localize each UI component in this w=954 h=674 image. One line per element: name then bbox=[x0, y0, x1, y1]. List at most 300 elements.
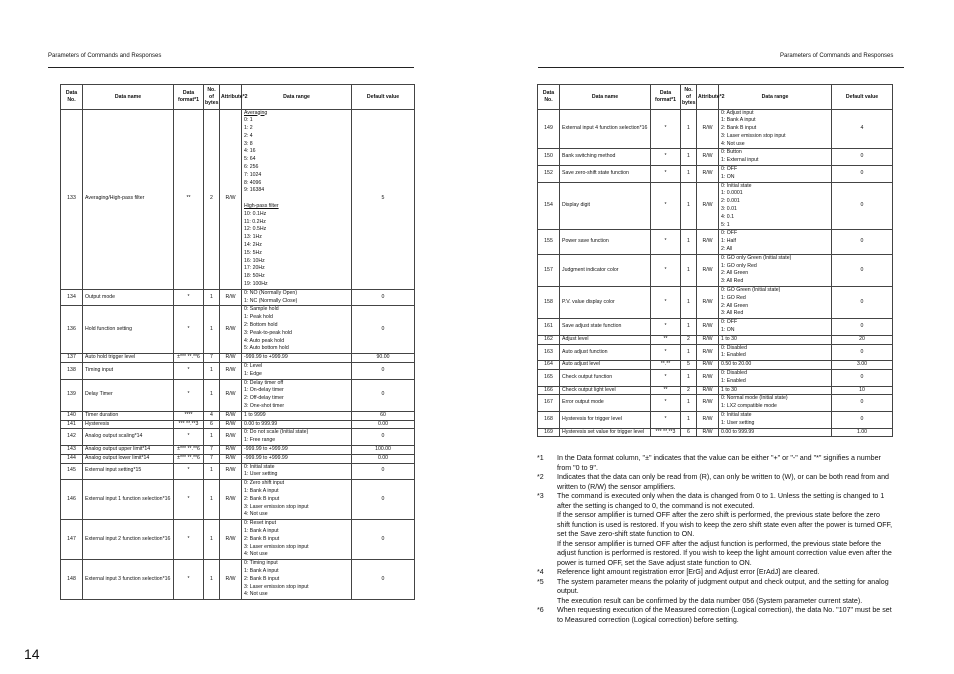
bytes-cell: 1 bbox=[204, 379, 220, 411]
data-name-cell: External input 1 function selection*16 bbox=[83, 480, 174, 520]
bytes-cell: 6 bbox=[204, 420, 220, 429]
col-data-name: Data name bbox=[83, 85, 174, 110]
data-no-cell: 136 bbox=[61, 306, 83, 354]
data-format-cell: ±*** **.**6 bbox=[174, 454, 204, 463]
table-row bbox=[538, 370, 893, 387]
table-row bbox=[538, 149, 893, 166]
range-line: 1: Peak hold bbox=[244, 314, 273, 321]
data-no-cell: 164 bbox=[538, 361, 560, 370]
data-range-cell bbox=[719, 411, 832, 428]
range-line: 1: Edge bbox=[244, 370, 262, 377]
bytes-cell: 1 bbox=[681, 344, 697, 361]
footnote-continuation: The execution result can be confirmed by the data number 056 (System parameter current state). bbox=[557, 596, 863, 605]
col-data-range: Data range bbox=[719, 85, 832, 110]
data-range-cell bbox=[242, 289, 352, 306]
attribute-cell: R/W bbox=[697, 411, 719, 428]
attribute-cell: R/W bbox=[220, 480, 242, 520]
bytes-cell: 1 bbox=[204, 463, 220, 480]
default-value-cell: 0 bbox=[832, 230, 893, 254]
footnote-marker: *5 bbox=[537, 577, 544, 586]
data-range-cell bbox=[242, 411, 352, 420]
col-data-range: Data range bbox=[242, 85, 352, 110]
range-line: 1 to 9999 bbox=[244, 411, 266, 418]
range-line: 5: 64 bbox=[244, 156, 256, 163]
footnotes bbox=[537, 454, 893, 625]
range-line: 0: Sample hold bbox=[244, 306, 279, 313]
parameter-table-right bbox=[537, 84, 893, 437]
default-value-cell: 0 bbox=[352, 289, 415, 306]
range-line: 0: GO Green (Initial state) bbox=[721, 287, 781, 294]
bytes-cell: 1 bbox=[681, 182, 697, 230]
default-value-cell: 0 bbox=[832, 411, 893, 428]
data-format-cell: * bbox=[174, 379, 204, 411]
bytes-cell: 1 bbox=[681, 230, 697, 254]
default-value-cell: 100.00 bbox=[352, 445, 415, 454]
bytes-cell: 2 bbox=[681, 335, 697, 344]
range-line: 3: 0.01 bbox=[721, 206, 737, 213]
attribute-cell: R/W bbox=[220, 109, 242, 289]
footnote bbox=[537, 473, 893, 492]
table-row bbox=[61, 463, 415, 480]
range-line: -999.99 to +999.99 bbox=[244, 354, 288, 361]
range-line: 19: 100Hz bbox=[244, 281, 268, 288]
table-row bbox=[538, 344, 893, 361]
data-name-cell: Timing input bbox=[83, 363, 174, 380]
data-name-cell: Check output light level bbox=[560, 386, 651, 395]
range-line: 0: OFF bbox=[721, 319, 738, 326]
data-no-cell: 137 bbox=[61, 354, 83, 363]
data-name-cell: Save zero-shift state function bbox=[560, 166, 651, 183]
range-line: 13: 1Hz bbox=[244, 234, 262, 241]
data-no-cell: 144 bbox=[61, 454, 83, 463]
data-name-cell: Timer duration bbox=[83, 411, 174, 420]
range-line: 1: On-delay timer bbox=[244, 387, 284, 394]
footnote-marker: *3 bbox=[537, 492, 544, 500]
data-no-cell: 138 bbox=[61, 363, 83, 380]
data-range-cell bbox=[719, 230, 832, 254]
range-line: 0: Reset input bbox=[244, 520, 277, 527]
data-range-cell bbox=[242, 306, 352, 354]
range-line: 0: Initial state bbox=[721, 411, 752, 418]
data-no-cell: 149 bbox=[538, 109, 560, 149]
range-line: 3: Peak-to-peak hold bbox=[244, 329, 292, 336]
attribute-cell: R/W bbox=[697, 335, 719, 344]
data-format-cell: *** **.**3 bbox=[174, 420, 204, 429]
range-line: 0: NO (Normally Open) bbox=[244, 289, 298, 296]
range-line: 4: 16 bbox=[244, 148, 256, 155]
attribute-cell: R/W bbox=[697, 428, 719, 437]
bytes-cell: 7 bbox=[204, 454, 220, 463]
attribute-cell: R/W bbox=[697, 370, 719, 387]
range-line: 11: 0.2Hz bbox=[244, 218, 266, 225]
bytes-cell: 1 bbox=[681, 287, 697, 319]
bytes-cell: 1 bbox=[681, 395, 697, 412]
data-range-cell bbox=[719, 386, 832, 395]
attribute-cell: R/W bbox=[220, 463, 242, 480]
bytes-cell: 1 bbox=[681, 411, 697, 428]
range-line: 2: All Green bbox=[721, 270, 749, 277]
data-range-cell bbox=[242, 363, 352, 380]
bytes-cell: 5 bbox=[681, 361, 697, 370]
range-line: 1: Enabled bbox=[721, 352, 746, 359]
attribute-cell: R/W bbox=[220, 420, 242, 429]
default-value-cell: 0 bbox=[352, 480, 415, 520]
data-name-cell: Adjust level bbox=[560, 335, 651, 344]
range-line: 1: Bank A input bbox=[244, 567, 279, 574]
range-line: 1: GO Red bbox=[721, 294, 746, 301]
footnote-continuation: If the sensor amplifier is turned OFF after the adjust function is performed, the previous state before the adjust function is performed is restored. If you wish to keep the light amount correction value even after the power is turned OFF, set the Save adjust state function to ON. bbox=[557, 539, 892, 567]
bytes-cell: 1 bbox=[204, 429, 220, 446]
col-data-format: Data format*1 bbox=[174, 85, 204, 110]
data-name-cell: External input 2 function selection*16 bbox=[83, 520, 174, 560]
table-row bbox=[61, 420, 415, 429]
attribute-cell: R/W bbox=[220, 411, 242, 420]
range-line: 0: Delay timer off bbox=[244, 379, 284, 386]
range-line: 2: Bank B input bbox=[244, 535, 280, 542]
bytes-cell: 1 bbox=[204, 306, 220, 354]
table-row bbox=[61, 520, 415, 560]
attribute-cell: R/W bbox=[697, 149, 719, 166]
default-value-cell: 20 bbox=[832, 335, 893, 344]
range-line: 0: Timing input bbox=[244, 560, 278, 567]
default-value-cell: 0 bbox=[832, 319, 893, 336]
data-format-cell: * bbox=[174, 429, 204, 446]
range-line: 2: Bank B input bbox=[244, 575, 280, 582]
range-line: 3: One-shot timer bbox=[244, 402, 285, 409]
default-value-cell: 0 bbox=[832, 254, 893, 286]
table-row bbox=[538, 166, 893, 183]
range-line: 5: Auto bottom hold bbox=[244, 345, 289, 352]
data-name-cell: Bank switching method bbox=[560, 149, 651, 166]
data-format-cell: * bbox=[651, 319, 681, 336]
data-no-cell: 152 bbox=[538, 166, 560, 183]
data-name-cell: Hysteresis for trigger level bbox=[560, 411, 651, 428]
bytes-cell: 4 bbox=[204, 411, 220, 420]
data-format-cell: * bbox=[651, 109, 681, 149]
data-range-cell bbox=[719, 344, 832, 361]
range-line: 4: 0.1 bbox=[721, 213, 734, 220]
default-value-cell: 5 bbox=[352, 109, 415, 289]
default-value-cell: 0 bbox=[832, 166, 893, 183]
attribute-cell: R/W bbox=[220, 560, 242, 600]
data-format-cell: * bbox=[174, 560, 204, 600]
range-line: 1: LX2 compatible mode bbox=[721, 403, 777, 410]
range-line: 1: Free range bbox=[244, 437, 276, 444]
data-name-cell: External input 3 function selection*16 bbox=[83, 560, 174, 600]
bytes-cell: 1 bbox=[681, 319, 697, 336]
range-line: 0: Initial state bbox=[244, 463, 275, 470]
range-line: 10: 0.1Hz bbox=[244, 210, 267, 217]
range-line: 0: OFF bbox=[721, 230, 738, 237]
data-name-cell: Power save function bbox=[560, 230, 651, 254]
attribute-cell: R/W bbox=[697, 254, 719, 286]
attribute-cell: R/W bbox=[697, 182, 719, 230]
range-line: 3: Laser emission stop input bbox=[721, 132, 786, 139]
footnote bbox=[537, 454, 893, 473]
data-no-cell: 133 bbox=[61, 109, 83, 289]
range-line: 0: Level bbox=[244, 363, 263, 369]
bytes-cell: 1 bbox=[204, 480, 220, 520]
attribute-cell: R/W bbox=[220, 354, 242, 363]
default-value-cell: 1.00 bbox=[832, 428, 893, 437]
data-range-cell bbox=[719, 109, 832, 149]
range-line: 0.00 to 999.99 bbox=[721, 428, 755, 435]
range-line: 1: 0.0001 bbox=[721, 190, 743, 197]
range-line: Averaging bbox=[244, 109, 268, 116]
range-line: 3: All Red bbox=[721, 278, 744, 285]
table-row bbox=[538, 109, 893, 149]
data-name-cell: External input 4 function selection*16 bbox=[560, 109, 651, 149]
table-row bbox=[538, 411, 893, 428]
data-name-cell: Output mode bbox=[83, 289, 174, 306]
data-format-cell: **** bbox=[174, 411, 204, 420]
range-line: 3: 8 bbox=[244, 140, 253, 147]
range-line: 1: Half bbox=[721, 238, 736, 245]
data-no-cell: 157 bbox=[538, 254, 560, 286]
default-value-cell: 0 bbox=[832, 287, 893, 319]
range-line: 1: Bank A input bbox=[244, 527, 279, 534]
data-format-cell: * bbox=[651, 287, 681, 319]
footnote-continuation: If the sensor amplifier is turned OFF after the zero shift is performed, the previous state before the zero shift function is used is restored. If you wish to keep the zero shift state even after the power is turned OFF, set the Save zero-shift state function to ON. bbox=[557, 511, 893, 538]
table-row bbox=[61, 306, 415, 354]
default-value-cell: 4 bbox=[832, 109, 893, 149]
data-name-cell: External input setting*15 bbox=[83, 463, 174, 480]
range-line: 16: 10Hz bbox=[244, 257, 265, 264]
attribute-cell: R/W bbox=[220, 520, 242, 560]
footnote-marker: *4 bbox=[537, 568, 544, 576]
table-row bbox=[538, 254, 893, 286]
range-line: 0: Initial state bbox=[721, 182, 752, 189]
attribute-cell: R/W bbox=[220, 429, 242, 446]
data-format-cell: ** bbox=[651, 335, 681, 344]
data-no-cell: 150 bbox=[538, 149, 560, 166]
attribute-cell: R/W bbox=[220, 289, 242, 306]
table-row bbox=[61, 379, 415, 411]
table-row bbox=[538, 335, 893, 344]
range-line: 1: User setting bbox=[721, 419, 755, 426]
table-row bbox=[538, 287, 893, 319]
range-line: 3: Laser emission stop input bbox=[244, 583, 309, 590]
data-range-cell bbox=[242, 109, 352, 289]
data-no-cell: 163 bbox=[538, 344, 560, 361]
data-format-cell: * bbox=[651, 149, 681, 166]
data-name-cell: Hysteresis set value for trigger level bbox=[560, 428, 651, 437]
range-line: 0: Disabled bbox=[721, 370, 747, 376]
attribute-cell: R/W bbox=[697, 386, 719, 395]
attribute-cell: R/W bbox=[697, 395, 719, 412]
data-range-cell bbox=[719, 335, 832, 344]
data-range-cell bbox=[719, 319, 832, 336]
bytes-cell: 1 bbox=[204, 289, 220, 306]
range-line: 0: Button bbox=[721, 149, 742, 156]
table-row bbox=[61, 289, 415, 306]
data-no-cell: 148 bbox=[61, 560, 83, 600]
data-name-cell: P.V. value display color bbox=[560, 287, 651, 319]
data-format-cell: * bbox=[174, 363, 204, 380]
data-no-cell: 169 bbox=[538, 428, 560, 437]
range-line: 1: User setting bbox=[244, 471, 278, 478]
col-attribute: Attribute*2 bbox=[697, 85, 719, 110]
data-no-cell: 141 bbox=[61, 420, 83, 429]
table-body-left bbox=[61, 109, 415, 600]
data-name-cell: Auto hold trigger level bbox=[83, 354, 174, 363]
data-range-cell bbox=[242, 480, 352, 520]
default-value-cell: 0 bbox=[352, 363, 415, 380]
data-no-cell: 161 bbox=[538, 319, 560, 336]
range-line: 3: Laser emission stop input bbox=[244, 503, 309, 510]
table-row bbox=[538, 395, 893, 412]
bytes-cell: 1 bbox=[681, 109, 697, 149]
parameter-table-left bbox=[60, 84, 415, 600]
attribute-cell: R/W bbox=[697, 166, 719, 183]
range-line: 4: Not use bbox=[244, 551, 268, 558]
data-format-cell: ** bbox=[174, 109, 204, 289]
table-row bbox=[538, 386, 893, 395]
range-line bbox=[244, 195, 349, 203]
data-format-cell: * bbox=[174, 306, 204, 354]
range-line: -999.99 to +999.99 bbox=[244, 454, 288, 461]
data-range-cell bbox=[719, 370, 832, 387]
range-line: 0: 1 bbox=[244, 117, 253, 124]
bytes-cell: 2 bbox=[681, 386, 697, 395]
data-no-cell: 166 bbox=[538, 386, 560, 395]
bytes-cell: 7 bbox=[204, 354, 220, 363]
default-value-cell: 0 bbox=[832, 182, 893, 230]
data-name-cell: Judgment indicator color bbox=[560, 254, 651, 286]
attribute-cell: R/W bbox=[697, 344, 719, 361]
bytes-cell: 1 bbox=[204, 363, 220, 380]
footnote-text: Indicates that the data can only be read from (R), can only be written to (W), or can be both read from and written to (R/W) the sensor amplifiers. bbox=[557, 473, 889, 491]
range-line: -999.99 to +999.99 bbox=[244, 445, 288, 452]
range-line: 1: External input bbox=[721, 157, 759, 164]
attribute-cell: R/W bbox=[697, 230, 719, 254]
range-line: 2: Off-delay timer bbox=[244, 395, 284, 402]
attribute-cell: R/W bbox=[697, 319, 719, 336]
range-line: 1: Bank A input bbox=[244, 487, 279, 494]
footnote-marker: *6 bbox=[537, 606, 544, 614]
data-name-cell: Averaging/High-pass filter bbox=[83, 109, 174, 289]
col-bytes: No. of bytes bbox=[681, 85, 697, 110]
table-row bbox=[61, 109, 415, 289]
data-format-cell: ** bbox=[651, 386, 681, 395]
footnote-text: In the Data format column, "±" indicates that the value can be either "+" or "-" and "*" signifies a number from "0 to 9". bbox=[557, 454, 881, 472]
attribute-cell: R/W bbox=[220, 445, 242, 454]
default-value-cell: 0 bbox=[352, 520, 415, 560]
data-name-cell: Auto adjust function bbox=[560, 344, 651, 361]
data-name-cell: Display digit bbox=[560, 182, 651, 230]
data-range-cell bbox=[242, 463, 352, 480]
data-format-cell: * bbox=[651, 395, 681, 412]
default-value-cell: 0 bbox=[352, 463, 415, 480]
range-line: 2: Bottom hold bbox=[244, 322, 278, 329]
range-line: 0: Disabled bbox=[721, 344, 747, 351]
data-range-cell bbox=[242, 445, 352, 454]
range-line: 1: ON bbox=[721, 173, 735, 180]
data-format-cell: * bbox=[651, 182, 681, 230]
range-line: 2: All bbox=[721, 246, 733, 253]
data-name-cell: Analog output lower limit*14 bbox=[83, 454, 174, 463]
range-line: 0.00 to 999.99 bbox=[244, 420, 278, 427]
data-range-cell bbox=[719, 395, 832, 412]
col-data-format: Data format*1 bbox=[651, 85, 681, 110]
table-body-right bbox=[538, 109, 893, 437]
data-range-cell bbox=[242, 560, 352, 600]
col-attribute: Attribute*2 bbox=[220, 85, 242, 110]
data-format-cell: * bbox=[651, 344, 681, 361]
footnote-text: Reference light amount registration error [ErG] and Adjust error [ErAdJ] are cleared. bbox=[557, 568, 820, 576]
col-data-no: Data No. bbox=[61, 85, 83, 110]
col-bytes: No. of bytes bbox=[204, 85, 220, 110]
data-no-cell: 154 bbox=[538, 182, 560, 230]
range-line: 2: 0.001 bbox=[721, 198, 740, 205]
data-no-cell: 147 bbox=[61, 520, 83, 560]
table-row bbox=[61, 560, 415, 600]
data-format-cell: * bbox=[174, 463, 204, 480]
range-line: 1: Enabled bbox=[721, 377, 746, 384]
bytes-cell: 1 bbox=[681, 149, 697, 166]
range-line: 5: 1 bbox=[721, 221, 730, 228]
footnote-text: The system parameter means the polarity of judgment output and check output, and the setting for analog output. bbox=[557, 577, 889, 595]
range-line: 14: 2Hz bbox=[244, 242, 262, 249]
header-rule-left bbox=[48, 67, 414, 68]
attribute-cell: R/W bbox=[220, 454, 242, 463]
data-range-cell bbox=[719, 287, 832, 319]
table-row bbox=[61, 454, 415, 463]
data-no-cell: 142 bbox=[61, 429, 83, 446]
data-format-cell: * bbox=[174, 289, 204, 306]
data-no-cell: 155 bbox=[538, 230, 560, 254]
footnote-marker: *1 bbox=[537, 454, 544, 462]
data-no-cell: 165 bbox=[538, 370, 560, 387]
data-format-cell: **.** bbox=[651, 361, 681, 370]
data-no-cell: 162 bbox=[538, 335, 560, 344]
footnote-marker: *2 bbox=[537, 473, 544, 481]
attribute-cell: R/W bbox=[220, 379, 242, 411]
data-format-cell: * bbox=[651, 254, 681, 286]
data-name-cell: Check output function bbox=[560, 370, 651, 387]
data-range-cell bbox=[242, 429, 352, 446]
attribute-cell: R/W bbox=[697, 361, 719, 370]
range-line: 1 to 30 bbox=[721, 386, 737, 393]
data-name-cell: Analog output upper limit*14 bbox=[83, 445, 174, 454]
range-line: 2: Bank B input bbox=[244, 495, 280, 502]
range-line: 1: GO only Red bbox=[721, 262, 757, 269]
range-line: 15: 5Hz bbox=[244, 249, 262, 256]
attribute-cell: R/W bbox=[220, 306, 242, 354]
footnote-text: When requesting execution of the Measured correction (Logical correction), the data No. "107" must be set to Measured correction (Logical correction) before setting. bbox=[557, 606, 892, 624]
data-name-cell: Auto adjust level bbox=[560, 361, 651, 370]
footnote-text: The command is executed only when the data is changed from 0 to 1. Unless the setting is changed to 1 after the setting is changed to 0, the command is not executed. bbox=[557, 492, 885, 510]
range-line: 0.50 to 20.00 bbox=[721, 361, 752, 368]
table-row bbox=[61, 363, 415, 380]
range-line: 7: 1024 bbox=[244, 171, 262, 178]
range-line: 3: Laser emission stop input bbox=[244, 543, 309, 550]
bytes-cell: 1 bbox=[204, 560, 220, 600]
footnote bbox=[537, 568, 893, 578]
data-format-cell: ±*** **.**6 bbox=[174, 354, 204, 363]
range-line: 0: OFF bbox=[721, 166, 738, 173]
table-row bbox=[538, 319, 893, 336]
range-line: 0: GO only Green (Initial state) bbox=[721, 254, 792, 261]
range-line: 0: Zero shift input bbox=[244, 480, 285, 487]
bytes-cell: 1 bbox=[204, 520, 220, 560]
table-row bbox=[61, 445, 415, 454]
data-name-cell: Delay Timer bbox=[83, 379, 174, 411]
data-range-cell bbox=[719, 182, 832, 230]
range-line: 0: Normal mode (Initial state) bbox=[721, 395, 788, 402]
range-line: 17: 20Hz bbox=[244, 265, 265, 272]
range-line: 4: Auto peak hold bbox=[244, 337, 285, 344]
